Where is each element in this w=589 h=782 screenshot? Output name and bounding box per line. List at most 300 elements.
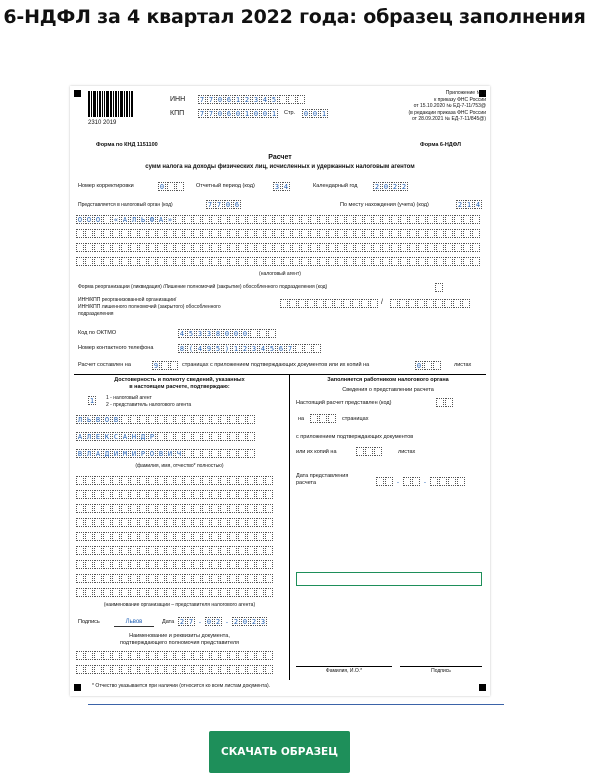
patronymic-field xyxy=(76,449,256,458)
kpp-cell: 0 xyxy=(262,110,268,118)
rep-org-cell xyxy=(265,490,273,499)
inn-cell: 4 xyxy=(262,96,268,104)
reorg-kpp-cell xyxy=(444,299,452,308)
agent-name-cell xyxy=(310,257,318,266)
rep-doc-cell xyxy=(202,651,210,660)
rep-org-cell xyxy=(112,588,120,597)
right-code-cell xyxy=(436,398,444,407)
rep-org-cell xyxy=(139,532,147,541)
surname-cell xyxy=(121,415,129,424)
inn-label: ИНН xyxy=(170,96,186,103)
rep-org-cell xyxy=(94,546,102,555)
rep-org-cell xyxy=(202,546,210,555)
rep-org-row xyxy=(76,532,274,541)
surname-cell: В xyxy=(95,416,101,424)
agent-name-cell xyxy=(166,243,174,252)
year-label: Календарный год xyxy=(313,183,358,189)
right-date-cell xyxy=(385,477,393,486)
agent-name-cell xyxy=(355,257,363,266)
corner-marker xyxy=(74,684,81,691)
name-cell xyxy=(157,432,165,441)
right-pages-cell xyxy=(319,414,327,423)
rep-org-cell xyxy=(130,546,138,555)
agent-name-cell xyxy=(85,243,93,252)
agent-name-cell xyxy=(265,215,273,224)
agent-name-field xyxy=(76,215,481,224)
kpp-cell: 7 xyxy=(199,110,205,118)
rep-org-cell xyxy=(175,518,183,527)
agent-name-cell xyxy=(382,215,390,224)
rep-doc-cell xyxy=(94,665,102,674)
tax-office-cell: 6 xyxy=(234,201,240,209)
rep-org-cell xyxy=(166,532,174,541)
agent-name-cell xyxy=(130,243,138,252)
location-field xyxy=(456,200,483,209)
agent-name-cell xyxy=(364,243,372,252)
rep-org-cell xyxy=(247,588,255,597)
copies-cell xyxy=(424,361,432,370)
rep-doc-cell xyxy=(148,665,156,674)
rep-org-cell xyxy=(193,476,201,485)
section-divider xyxy=(74,374,486,375)
agent-name-cell xyxy=(346,257,354,266)
download-sample-button[interactable]: СКАЧАТЬ ОБРАЗЕЦ xyxy=(209,731,350,773)
agent-name-cell xyxy=(463,215,471,224)
rep-org-cell xyxy=(94,504,102,513)
agent-name-cell xyxy=(454,243,462,252)
surname-cell xyxy=(247,415,255,424)
rep-org-cell xyxy=(112,574,120,583)
kpp-label: КПП xyxy=(170,110,185,117)
rep-org-cell xyxy=(148,476,156,485)
agent-name-row xyxy=(76,243,481,252)
kpp-field xyxy=(198,109,279,118)
patronymic-cell xyxy=(247,449,255,458)
agent-name-cell xyxy=(364,257,372,266)
rep-org-cell xyxy=(157,490,165,499)
agent-name-cell xyxy=(436,215,444,224)
rep-org-cell xyxy=(184,574,192,583)
agent-name-row xyxy=(76,257,481,266)
rep-org-cell xyxy=(76,546,84,555)
form-name: Форма 6-НДФЛ xyxy=(420,142,461,148)
rep-org-cell xyxy=(211,574,219,583)
phone-cell: 8 xyxy=(179,345,185,353)
right-date-cell xyxy=(448,477,456,486)
rep-doc-cell xyxy=(247,651,255,660)
rep-org-cell xyxy=(94,588,102,597)
phone-cell: 6 xyxy=(278,345,284,353)
rep-org-row xyxy=(76,476,274,485)
rep-org-cell xyxy=(220,518,228,527)
rep-org-cell xyxy=(256,476,264,485)
rep-org-cell xyxy=(229,518,237,527)
right-date-cell xyxy=(412,477,420,486)
phone-cell: ( xyxy=(188,345,194,353)
location-label: По месту нахождения (учета) (код) xyxy=(340,202,429,208)
oktmo-cell: 0 xyxy=(233,330,239,338)
rep-org-cell xyxy=(103,504,111,513)
agent-name-cell xyxy=(121,257,129,266)
agent-name-cell xyxy=(256,215,264,224)
agent-name-cell xyxy=(319,243,327,252)
rep-org-cell xyxy=(265,504,273,513)
rep-org-cell xyxy=(121,532,129,541)
rep-org-cell xyxy=(76,574,84,583)
rep-org-cell xyxy=(130,476,138,485)
inn-field xyxy=(198,95,306,104)
agent-name-cell xyxy=(337,243,345,252)
phone-cell: 4 xyxy=(260,345,266,353)
agent-name-cell: » xyxy=(167,216,173,224)
page-title: 6-НДФЛ за 4 квартал 2022 года: образец заполнения xyxy=(3,6,586,28)
rep-org-cell xyxy=(139,546,147,555)
rep-doc-cell xyxy=(184,665,192,674)
agent-name-cell xyxy=(355,243,363,252)
rep-org-cell xyxy=(193,504,201,513)
phone-cell: ) xyxy=(224,345,230,353)
rep-doc-cell xyxy=(193,665,201,674)
rep-org-cell xyxy=(220,588,228,597)
kpp-cell: 0 xyxy=(253,110,259,118)
rep-org-row xyxy=(76,518,274,527)
agent-name-cell xyxy=(400,229,408,238)
barcode-number: 2310 2019 xyxy=(88,120,117,126)
right-date-cell xyxy=(457,477,465,486)
page-cell: 1 xyxy=(321,110,327,118)
rep-org-cell xyxy=(247,504,255,513)
name-cell: Е xyxy=(95,433,101,441)
divider-line xyxy=(88,704,504,705)
agent-name-cell xyxy=(166,257,174,266)
reorg-kpp-cell xyxy=(390,299,398,308)
year-cell: 2 xyxy=(374,183,380,191)
copies-count-field xyxy=(415,361,442,370)
reorg-inn-cell xyxy=(307,299,315,308)
agent-name-cell xyxy=(355,229,363,238)
form-document xyxy=(70,86,490,696)
agent-name-cell xyxy=(103,243,111,252)
rep-doc-label: подтверждающего полномочия представителя xyxy=(119,640,240,646)
oktmo-cell xyxy=(268,329,276,338)
rep-org-cell xyxy=(184,518,192,527)
rep-org-cell xyxy=(157,588,165,597)
rep-doc-cell xyxy=(85,651,93,660)
rep-org-cell xyxy=(157,518,165,527)
agent-name-cell xyxy=(211,229,219,238)
date-cell: 0 xyxy=(206,618,212,626)
rep-org-cell xyxy=(247,574,255,583)
rep-org-cell xyxy=(148,532,156,541)
patronymic-cell: Р xyxy=(140,450,146,458)
patronymic-cell: А xyxy=(95,450,101,458)
phone-field xyxy=(178,344,322,353)
rep-org-cell xyxy=(265,574,273,583)
kpp-cell: 1 xyxy=(271,110,277,118)
right-fio-label: Фамилия, И.О.* xyxy=(325,668,363,674)
rep-doc-row xyxy=(76,665,274,674)
agent-name-cell xyxy=(454,229,462,238)
rep-org-cell xyxy=(247,532,255,541)
rep-org-cell xyxy=(76,476,84,485)
rep-org-cell xyxy=(211,532,219,541)
reorg-kpp-cell xyxy=(453,299,461,308)
agent-name-cell xyxy=(157,243,165,252)
agent-name-cell xyxy=(148,243,156,252)
agent-name-cell xyxy=(103,257,111,266)
rep-org-cell xyxy=(139,574,147,583)
agent-name-cell xyxy=(283,243,291,252)
agent-name-cell xyxy=(400,257,408,266)
date-separator: . xyxy=(224,617,230,625)
rep-org-cell xyxy=(76,518,84,527)
barcode-icon xyxy=(88,91,136,117)
rep-org-cell xyxy=(229,532,237,541)
rep-doc-cell xyxy=(130,651,138,660)
agent-name-cell xyxy=(202,215,210,224)
agent-name-cell xyxy=(319,215,327,224)
corner-marker xyxy=(479,684,486,691)
rep-org-cell xyxy=(94,490,102,499)
name-cell xyxy=(220,432,228,441)
oktmo-cell: 0 xyxy=(242,330,248,338)
signer-code-field xyxy=(88,396,97,405)
agent-name-cell xyxy=(211,243,219,252)
agent-name-cell xyxy=(427,257,435,266)
right-copies-field xyxy=(356,447,383,456)
slash: / xyxy=(381,299,383,306)
rep-org-row xyxy=(76,560,274,569)
rep-org-cell xyxy=(175,532,183,541)
correction-label: Номер корректировки xyxy=(78,183,134,189)
agent-name-cell xyxy=(472,243,480,252)
rep-org-cell xyxy=(193,518,201,527)
agent-name-cell: О xyxy=(77,216,83,224)
agent-name-cell xyxy=(391,243,399,252)
signature-label: Подпись xyxy=(78,619,100,625)
reorg-inn-cell xyxy=(352,299,360,308)
agent-name-row xyxy=(76,229,481,238)
agent-name-cell xyxy=(211,215,219,224)
agent-name-cell xyxy=(301,243,309,252)
rep-doc-cell xyxy=(139,651,147,660)
agent-name-cell xyxy=(328,257,336,266)
rep-doc-cell xyxy=(238,665,246,674)
agent-name-cell xyxy=(229,215,237,224)
reorg-kpp-cell xyxy=(408,299,416,308)
agent-name-cell: А xyxy=(122,216,128,224)
surname-cell xyxy=(175,415,183,424)
agent-name-cell xyxy=(328,229,336,238)
rep-org-cell xyxy=(166,560,174,569)
rep-org-cell xyxy=(256,588,264,597)
agent-name-cell xyxy=(193,215,201,224)
reorg-kpp-cell xyxy=(399,299,407,308)
agent-name-cell xyxy=(292,229,300,238)
agent-name-cell xyxy=(382,243,390,252)
reorg-inn-cell xyxy=(316,299,324,308)
pages-count-field xyxy=(152,361,179,370)
column-divider xyxy=(289,374,290,680)
agent-name-cell xyxy=(148,257,156,266)
rep-org-cell xyxy=(148,574,156,583)
rep-org-cell xyxy=(238,504,246,513)
agent-name-cell xyxy=(301,257,309,266)
oktmo-cell: 8 xyxy=(215,330,221,338)
tax-office-label: Представляется в налоговый орган (код) xyxy=(78,202,173,208)
agent-name-cell xyxy=(328,215,336,224)
rep-org-cell xyxy=(247,546,255,555)
appendix-line: (в редакции приказа ФНС России xyxy=(408,109,486,116)
agent-name-cell xyxy=(220,229,228,238)
rep-org-cell xyxy=(175,504,183,513)
rep-org-cell xyxy=(85,490,93,499)
corner-marker xyxy=(74,90,81,97)
rep-doc-cell xyxy=(202,665,210,674)
agent-name-cell xyxy=(283,229,291,238)
year-cell: 0 xyxy=(383,183,389,191)
agent-name-cell xyxy=(238,229,246,238)
name-cell: Н xyxy=(131,433,137,441)
agent-name-cell xyxy=(346,229,354,238)
period-label: Отчетный период (код) xyxy=(196,183,255,189)
right-date-cell xyxy=(376,477,384,486)
name-cell: С xyxy=(113,433,119,441)
rep-doc-cell xyxy=(121,651,129,660)
inn-cell: 0 xyxy=(217,96,223,104)
phone-cell: 5 xyxy=(269,345,275,353)
agent-name-cell xyxy=(193,229,201,238)
rep-org-cell xyxy=(193,546,201,555)
rep-org-caption: (наименование организации – представителя налогового агента) xyxy=(103,602,256,608)
agent-name-cell xyxy=(319,257,327,266)
right-on-label: на xyxy=(298,416,305,422)
page-cell: 0 xyxy=(303,110,309,118)
correction-field xyxy=(158,182,185,191)
agent-name-cell xyxy=(112,243,120,252)
agent-name-cell xyxy=(202,229,210,238)
rep-org-cell xyxy=(148,560,156,569)
page-number-field xyxy=(302,109,329,118)
rep-org-row xyxy=(76,574,274,583)
kpp-cell: 1 xyxy=(244,110,250,118)
oktmo-cell: 3 xyxy=(197,330,203,338)
left-header: Достоверность и полноту сведений, указанных xyxy=(114,377,245,383)
rep-org-cell xyxy=(166,518,174,527)
right-date-label: Дата представления xyxy=(296,473,349,479)
right-code-label: Настоящий расчет представлен (код) xyxy=(296,400,392,406)
name-field xyxy=(76,432,256,441)
phone-label: Номер контактного телефона xyxy=(78,345,154,351)
rep-doc-cell xyxy=(121,665,129,674)
agent-name-cell xyxy=(184,243,192,252)
right-sheets-label: листах xyxy=(398,449,416,455)
rep-org-cell xyxy=(238,574,246,583)
rep-doc-cell xyxy=(76,651,84,660)
rep-doc-cell xyxy=(94,651,102,660)
rep-org-cell xyxy=(247,560,255,569)
agent-name-cell xyxy=(409,229,417,238)
rep-org-cell xyxy=(211,588,219,597)
location-cell: 2 xyxy=(457,201,463,209)
reorg-kpp-cell xyxy=(435,299,443,308)
rep-org-cell xyxy=(265,476,273,485)
agent-name-cell xyxy=(463,243,471,252)
agent-name-cell xyxy=(445,243,453,252)
agent-name-cell xyxy=(346,215,354,224)
agent-name-cell xyxy=(409,243,417,252)
date-cell: 2 xyxy=(251,618,257,626)
rep-org-row xyxy=(76,546,274,555)
date-cell: 2 xyxy=(233,618,239,626)
rep-org-cell xyxy=(130,574,138,583)
rep-org-cell xyxy=(256,518,264,527)
agent-name-cell xyxy=(229,243,237,252)
surname-cell xyxy=(229,415,237,424)
appendix-line: от 15.10.2020 № ЕД-7-11/753@ xyxy=(413,103,486,109)
agent-name-cell: О xyxy=(95,216,101,224)
agent-name-cell xyxy=(238,215,246,224)
name-cell: К xyxy=(104,433,110,441)
agent-name-cell xyxy=(130,257,138,266)
rep-org-cell xyxy=(112,476,120,485)
rep-org-cell xyxy=(220,546,228,555)
name-cell xyxy=(238,432,246,441)
agent-name-cell xyxy=(85,229,93,238)
agent-name-cell xyxy=(76,243,84,252)
rep-org-cell xyxy=(85,532,93,541)
agent-name-cell xyxy=(391,257,399,266)
rep-org-cell xyxy=(238,490,246,499)
agent-name-cell xyxy=(310,229,318,238)
appendix-line: к приказу ФНС России xyxy=(434,96,486,103)
rep-doc-cell xyxy=(139,665,147,674)
agent-name-cell xyxy=(175,243,183,252)
phone-cell xyxy=(304,344,312,353)
pages-prefix: Расчет составлен на xyxy=(78,362,131,368)
rep-org-cell xyxy=(211,504,219,513)
date-cell: 7 xyxy=(188,618,194,626)
rep-org-cell xyxy=(184,532,192,541)
rep-org-cell xyxy=(247,518,255,527)
rep-doc-cell xyxy=(157,651,165,660)
rep-org-cell xyxy=(121,560,129,569)
patronymic-cell xyxy=(184,449,192,458)
agent-name-cell xyxy=(130,229,138,238)
right-pages-label: страницах xyxy=(342,416,369,422)
agent-name-cell xyxy=(382,257,390,266)
rep-org-cell xyxy=(112,518,120,527)
pages-cell xyxy=(170,361,178,370)
patronymic-cell: Д xyxy=(104,450,110,458)
agent-name-cell xyxy=(112,229,120,238)
patronymic-cell: И xyxy=(113,450,119,458)
patronymic-cell: И xyxy=(167,450,173,458)
rep-org-cell xyxy=(148,518,156,527)
agent-name-cell xyxy=(121,243,129,252)
agent-name-cell xyxy=(382,229,390,238)
agent-name-cell xyxy=(418,243,426,252)
rep-doc-cell xyxy=(193,651,201,660)
knd-label: Форма по КНД 1151100 xyxy=(96,142,158,148)
agent-name-cell xyxy=(238,243,246,252)
rep-org-cell xyxy=(247,476,255,485)
name-cell xyxy=(229,432,237,441)
date-label: Дата xyxy=(162,619,175,625)
oktmo-cell: 3 xyxy=(206,330,212,338)
agent-name-cell xyxy=(193,257,201,266)
surname-cell xyxy=(193,415,201,424)
